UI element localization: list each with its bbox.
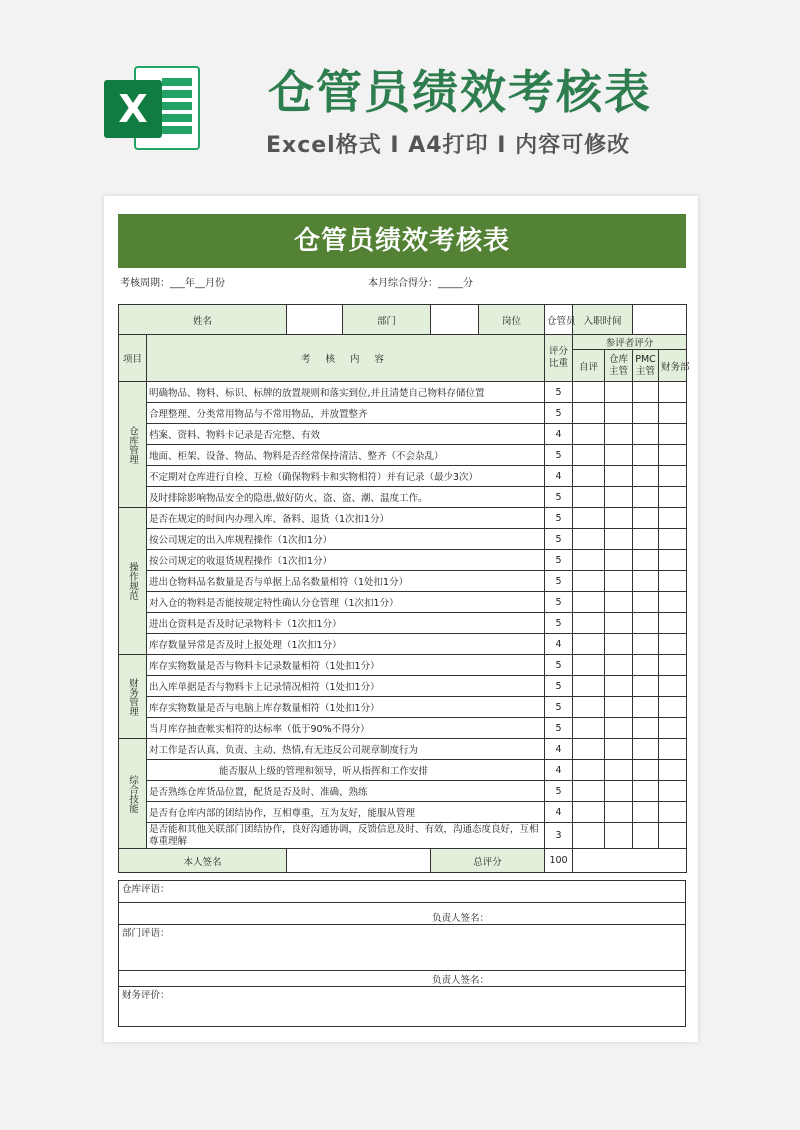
table-row [119, 781, 687, 802]
self-score-field[interactable] [573, 634, 605, 655]
category-label: 财务管理 [119, 655, 147, 739]
page-title: 仓管员绩效考核表 [268, 65, 652, 119]
weight-score: 5 [545, 718, 573, 739]
criteria-text: 及时排除影响物品安全的隐患,做好防火、盗、盗、潮、温度工作。 [147, 487, 545, 508]
finance-score-field[interactable] [659, 529, 687, 550]
pmc-manager-score-field[interactable] [633, 781, 659, 802]
category-label: 仓库管理 [119, 382, 147, 508]
column-header-warehouse-manager: 仓库主管 [605, 350, 633, 382]
self-score-field[interactable] [573, 655, 605, 676]
column-header-item: 项目 [119, 335, 147, 382]
column-header-self: 自评 [573, 350, 605, 382]
warehouse-manager-score-field[interactable] [605, 823, 633, 849]
table-row [119, 487, 687, 508]
criteria-text: 库存实物数量是否与物料卡记录数量相符（1处扣1分） [147, 655, 545, 676]
pmc-manager-score-field[interactable] [633, 424, 659, 445]
table-row [119, 403, 687, 424]
weight-score: 4 [545, 802, 573, 823]
dept-label: 部门 [343, 305, 431, 335]
finance-score-field[interactable] [659, 676, 687, 697]
evaluation-table [118, 304, 690, 873]
warehouse-manager-score-field[interactable] [605, 529, 633, 550]
score-label: 本月综合得分：_____分 [368, 278, 473, 289]
warehouse-manager-score-field[interactable] [605, 508, 633, 529]
table-row [119, 466, 687, 487]
column-header-evaluators: 参评者评分 [573, 335, 687, 350]
join-date-label: 入职时间 [573, 305, 633, 335]
name-label: 姓名 [119, 305, 287, 335]
pmc-manager-score-field[interactable] [633, 592, 659, 613]
page-header [0, 0, 800, 190]
criteria-text: 能否服从上级的管理和领导，听从指挥和工作安排 [147, 760, 545, 781]
table-row [119, 592, 687, 613]
self-score-field[interactable] [573, 718, 605, 739]
column-header-pmc-manager: PMC主管 [633, 350, 659, 382]
self-score-field[interactable] [573, 781, 605, 802]
manager-sign-label: 负责人签名： [119, 971, 686, 987]
warehouse-manager-score-field[interactable] [605, 403, 633, 424]
manager-sign-label: 负责人签名： [119, 903, 686, 925]
pmc-manager-score-field[interactable] [633, 382, 659, 403]
weight-score: 5 [545, 613, 573, 634]
pmc-manager-score-field[interactable] [633, 466, 659, 487]
self-score-field[interactable] [573, 529, 605, 550]
self-score-field[interactable] [573, 550, 605, 571]
self-score-field[interactable] [573, 382, 605, 403]
document-preview [104, 196, 698, 1042]
table-row [119, 718, 687, 739]
weight-score: 5 [545, 697, 573, 718]
warehouse-manager-score-field[interactable] [605, 592, 633, 613]
table-row [119, 697, 687, 718]
total-score-label: 总评分 [431, 849, 545, 873]
weight-score: 4 [545, 466, 573, 487]
comments-table [118, 880, 686, 1027]
pmc-manager-score-field[interactable] [633, 487, 659, 508]
signature-field[interactable] [287, 849, 431, 873]
pmc-manager-score-field[interactable] [633, 823, 659, 849]
criteria-text: 合理整理、分类常用物品与不常用物品，并放置整齐 [147, 403, 545, 424]
weight-score: 5 [545, 781, 573, 802]
table-row [119, 508, 687, 529]
weight-score: 5 [545, 655, 573, 676]
pmc-manager-score-field[interactable] [633, 676, 659, 697]
criteria-text: 库存数量异常是否及时上报处理（1次扣1分） [147, 634, 545, 655]
table-row [119, 655, 687, 676]
finance-score-field[interactable] [659, 508, 687, 529]
finance-score-field[interactable] [659, 739, 687, 760]
self-score-field[interactable] [573, 571, 605, 592]
criteria-text: 档案、资料、物料卡记录是否完整、有效 [147, 424, 545, 445]
pmc-manager-score-field[interactable] [633, 802, 659, 823]
signature-label: 本人签名 [119, 849, 287, 873]
table-row [119, 571, 687, 592]
table-row [119, 424, 687, 445]
finance-score-field[interactable] [659, 718, 687, 739]
pmc-manager-score-field[interactable] [633, 760, 659, 781]
criteria-text: 库存实物数量是否与电脑上库存数量相符（1处扣1分） [147, 697, 545, 718]
pmc-manager-score-field[interactable] [633, 508, 659, 529]
finance-score-field[interactable] [659, 781, 687, 802]
criteria-text: 是否有仓库内部的团结协作，互相尊重，互为友好，能服从管理 [147, 802, 545, 823]
criteria-text: 按公司规定的收退货规程操作（1次扣1分） [147, 550, 545, 571]
warehouse-manager-score-field[interactable] [605, 613, 633, 634]
finance-score-field[interactable] [659, 550, 687, 571]
warehouse-manager-score-field[interactable] [605, 487, 633, 508]
weight-score: 5 [545, 571, 573, 592]
criteria-text: 是否能和其他关联部门团结协作，良好沟通协调，反馈信息及时、有效，沟通态度良好，互相尊重理解 [147, 823, 545, 849]
excel-logo-letter: X [104, 80, 162, 138]
weight-score: 5 [545, 550, 573, 571]
pmc-manager-score-field[interactable] [633, 739, 659, 760]
self-score-field[interactable] [573, 676, 605, 697]
criteria-text: 出入库单据是否与物料卡上记录情况相符（1处扣1分） [147, 676, 545, 697]
table-row [119, 760, 687, 781]
table-row [119, 802, 687, 823]
finance-score-field[interactable] [659, 592, 687, 613]
self-score-field[interactable] [573, 403, 605, 424]
criteria-text: 是否熟练仓库货品位置，配货是否及时、准确、熟练 [147, 781, 545, 802]
weight-score: 5 [545, 508, 573, 529]
pmc-manager-score-field[interactable] [633, 445, 659, 466]
weight-score: 4 [545, 424, 573, 445]
table-row [119, 382, 687, 403]
table-row [119, 823, 687, 849]
join-date-field[interactable] [633, 305, 687, 335]
self-score-field[interactable] [573, 445, 605, 466]
warehouse-manager-score-field[interactable] [605, 697, 633, 718]
criteria-text: 是否在规定的时间内办理入库、备料、退货（1次扣1分） [147, 508, 545, 529]
weight-score: 3 [545, 823, 573, 849]
finance-score-field[interactable] [659, 382, 687, 403]
criteria-text: 进出仓资料是否及时记录物料卡（1次扣1分） [147, 613, 545, 634]
name-field[interactable] [287, 305, 343, 335]
pmc-manager-score-field[interactable] [633, 613, 659, 634]
weight-score: 5 [545, 382, 573, 403]
warehouse-manager-score-field[interactable] [605, 634, 633, 655]
criteria-text: 对入仓的物料是否能按规定特性确认分仓管理（1次扣1分） [147, 592, 545, 613]
page-subtitle: Excel格式 I A4打印 I 内容可修改 [266, 133, 631, 158]
post-label: 岗位 [479, 305, 545, 335]
table-row [119, 739, 687, 760]
weight-score: 5 [545, 676, 573, 697]
criteria-text: 对工作是否认真、负责、主动、热情,有无违反公司规章制度行为 [147, 739, 545, 760]
weight-score: 5 [545, 529, 573, 550]
criteria-text: 按公司规定的出入库规程操作（1次扣1分） [147, 529, 545, 550]
self-score-field[interactable] [573, 613, 605, 634]
column-header-finance: 财务部 [659, 350, 687, 382]
department-comment-label: 部门评语： [119, 925, 686, 971]
pmc-manager-score-field[interactable] [633, 529, 659, 550]
finance-score-field[interactable] [659, 445, 687, 466]
warehouse-comment-label: 仓库评语： [119, 881, 686, 903]
warehouse-manager-score-field[interactable] [605, 739, 633, 760]
finance-score-field[interactable] [659, 424, 687, 445]
post-value: 仓管员 [545, 305, 573, 335]
warehouse-manager-score-field[interactable] [605, 466, 633, 487]
column-header-content: 考 核 内 容 [147, 335, 545, 382]
weight-score: 4 [545, 634, 573, 655]
criteria-text: 明确物品、物料、标识、标牌的放置规则和落实到位,并且清楚自己物料存储位置 [147, 382, 545, 403]
weight-score: 4 [545, 760, 573, 781]
weight-score: 5 [545, 592, 573, 613]
dept-field[interactable] [431, 305, 479, 335]
self-score-field[interactable] [573, 487, 605, 508]
criteria-text: 地面、柜架、设备、物品、物料是否经常保持清洁、整齐（不会杂乱） [147, 445, 545, 466]
finance-score-field[interactable] [659, 655, 687, 676]
total-score-value: 100 [545, 849, 573, 873]
warehouse-manager-score-field[interactable] [605, 571, 633, 592]
self-score-field[interactable] [573, 424, 605, 445]
table-row [119, 550, 687, 571]
warehouse-manager-score-field[interactable] [605, 550, 633, 571]
weight-score: 5 [545, 403, 573, 424]
finance-score-field[interactable] [659, 487, 687, 508]
finance-score-field[interactable] [659, 634, 687, 655]
total-score-field[interactable] [573, 849, 687, 873]
finance-score-field[interactable] [659, 802, 687, 823]
table-row [119, 676, 687, 697]
column-header-weight: 评分比重 [545, 335, 573, 382]
warehouse-manager-score-field[interactable] [605, 655, 633, 676]
pmc-manager-score-field[interactable] [633, 718, 659, 739]
table-row [119, 529, 687, 550]
finance-score-field[interactable] [659, 571, 687, 592]
weight-score: 5 [545, 487, 573, 508]
self-score-field[interactable] [573, 592, 605, 613]
pmc-manager-score-field[interactable] [633, 403, 659, 424]
criteria-text: 当月库存抽查帐实相符的达标率（低于90%不得分） [147, 718, 545, 739]
pmc-manager-score-field[interactable] [633, 655, 659, 676]
pmc-manager-score-field[interactable] [633, 550, 659, 571]
self-score-field[interactable] [573, 739, 605, 760]
table-row [119, 634, 687, 655]
criteria-text: 不定期对仓库进行自检、互检（确保物料卡和实物相符）并有记录（最少3次） [147, 466, 545, 487]
finance-score-field[interactable] [659, 760, 687, 781]
finance-score-field[interactable] [659, 403, 687, 424]
self-score-field[interactable] [573, 697, 605, 718]
self-score-field[interactable] [573, 760, 605, 781]
pmc-manager-score-field[interactable] [633, 697, 659, 718]
warehouse-manager-score-field[interactable] [605, 718, 633, 739]
self-score-field[interactable] [573, 466, 605, 487]
criteria-text: 进出仓物料品名数量是否与单据上品名数量相符（1处扣1分） [147, 571, 545, 592]
finance-score-field[interactable] [659, 466, 687, 487]
pmc-manager-score-field[interactable] [633, 571, 659, 592]
warehouse-manager-score-field[interactable] [605, 781, 633, 802]
pmc-manager-score-field[interactable] [633, 634, 659, 655]
warehouse-manager-score-field[interactable] [605, 382, 633, 403]
table-row [119, 445, 687, 466]
warehouse-manager-score-field[interactable] [605, 424, 633, 445]
finance-comment-label: 财务评价： [119, 987, 686, 1027]
warehouse-manager-score-field[interactable] [605, 676, 633, 697]
self-score-field[interactable] [573, 823, 605, 849]
table-row [119, 613, 687, 634]
finance-score-field[interactable] [659, 697, 687, 718]
weight-score: 4 [545, 739, 573, 760]
finance-score-field[interactable] [659, 823, 687, 849]
weight-score: 5 [545, 445, 573, 466]
sheet-banner: 仓管员绩效考核表 [118, 214, 686, 268]
warehouse-manager-score-field[interactable] [605, 802, 633, 823]
warehouse-manager-score-field[interactable] [605, 760, 633, 781]
period-label: 考核周期：___年__月份 [120, 278, 225, 289]
category-label: 综合技能 [119, 739, 147, 849]
self-score-field[interactable] [573, 508, 605, 529]
excel-logo-icon [104, 58, 204, 158]
warehouse-manager-score-field[interactable] [605, 445, 633, 466]
finance-score-field[interactable] [659, 613, 687, 634]
self-score-field[interactable] [573, 802, 605, 823]
category-label: 操作规范 [119, 508, 147, 655]
